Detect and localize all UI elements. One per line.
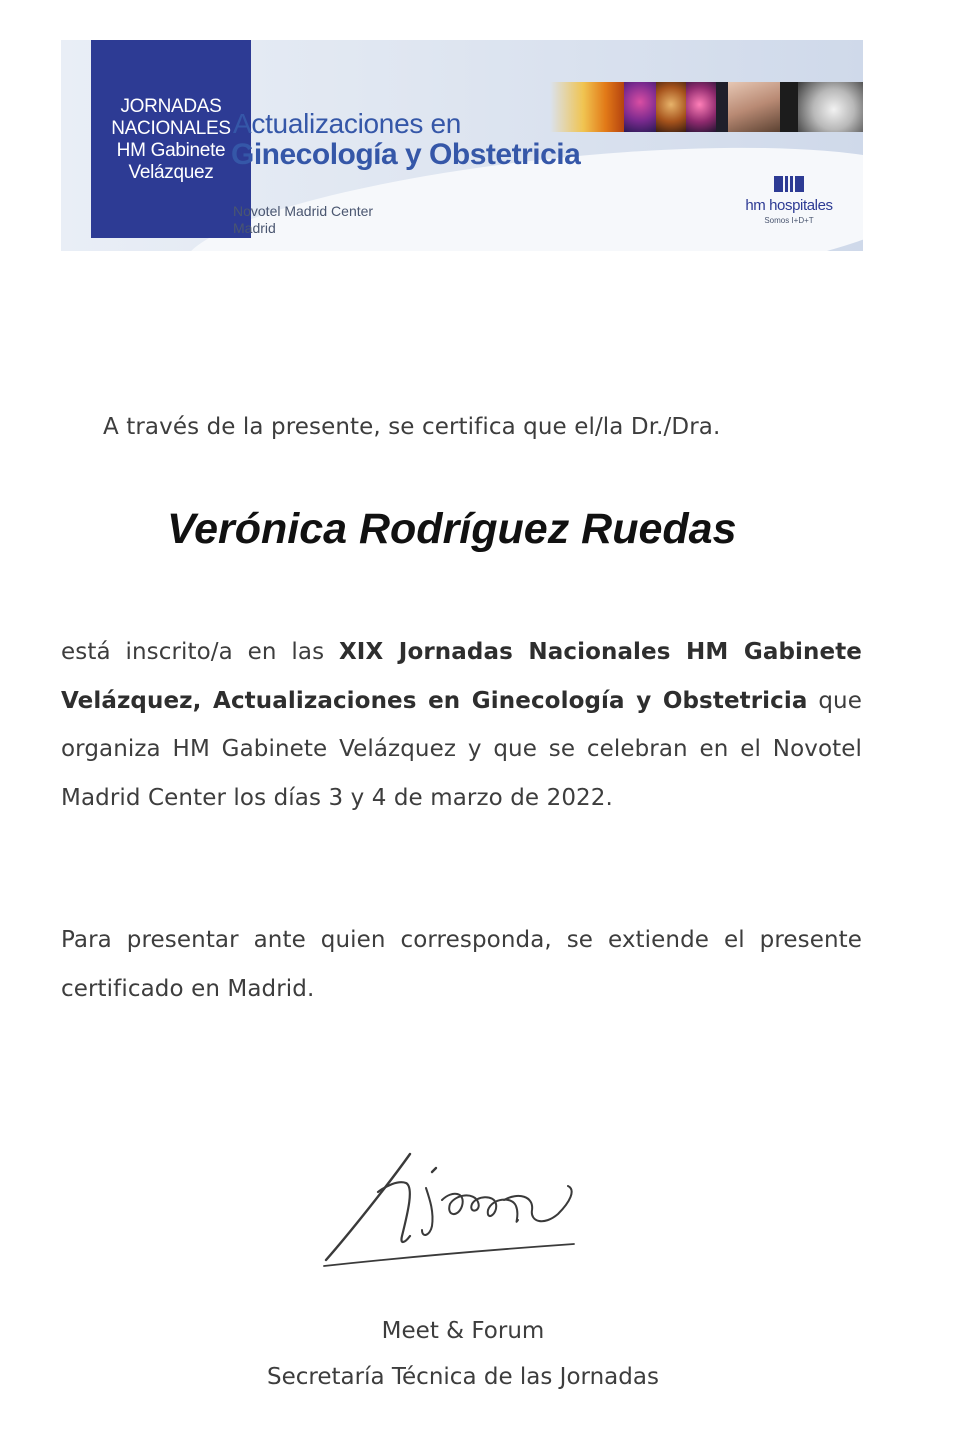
banner-photo: [656, 82, 686, 132]
event-name-line: NACIONALES: [111, 118, 231, 139]
certificate-intro: A través de la presente, se certifica que el/la Dr./Dra.: [103, 414, 721, 440]
signer-organization: Meet & Forum: [381, 1318, 545, 1344]
event-banner: [61, 40, 863, 251]
event-name-line: JORNADAS: [120, 96, 222, 117]
paragraph-text: que organiza HM Gabinete Velázquez y que se celebran en el Novotel Madrid Center los días 3 y 4 de marzo de 2022.: [61, 687, 862, 811]
event-name-line: HM Gabinete: [116, 140, 226, 161]
banner-photo: [798, 82, 863, 132]
hm-hospitales-logo: [729, 176, 849, 225]
banner-photo: [728, 82, 780, 132]
hm-logo-icon: [774, 176, 804, 192]
event-full-name: XIX Jornadas Nacionales HM Gabinete Velázquez, Actualizaciones en Ginecología y Obstetricia: [61, 639, 862, 714]
paragraph-text: está inscrito/a en las: [61, 639, 339, 665]
banner-photo: [780, 82, 798, 132]
venue-city: Madrid: [233, 220, 276, 236]
event-name-panel: [91, 40, 251, 238]
banner-photo: [686, 82, 716, 132]
enrollment-paragraph: [61, 628, 862, 822]
banner-photo: [624, 82, 656, 132]
banner-photo: [716, 82, 728, 132]
event-name-line: Velázquez: [128, 162, 214, 183]
logo-tagline: Somos I+D+T: [764, 216, 814, 225]
handwritten-signature-icon: [318, 1140, 580, 1270]
signer-role: Secretaría Técnica de las Jornadas: [267, 1364, 659, 1390]
banner-title-line2: Ginecología y Obstetricia: [231, 138, 581, 171]
banner-title-line1: Actualizaciones en: [233, 108, 462, 139]
venue-name: Novotel Madrid Center: [233, 203, 374, 219]
banner-photo: [550, 82, 624, 132]
banner-venue: [233, 203, 373, 237]
logo-name: hm hospitales: [745, 197, 833, 214]
issuance-paragraph: Para presentar ante quien corresponda, se extiende el presente certificado en Madrid.: [61, 927, 862, 1002]
banner-photo-strip: [550, 82, 863, 132]
recipient-name: Verónica Rodríguez Ruedas: [167, 505, 737, 553]
